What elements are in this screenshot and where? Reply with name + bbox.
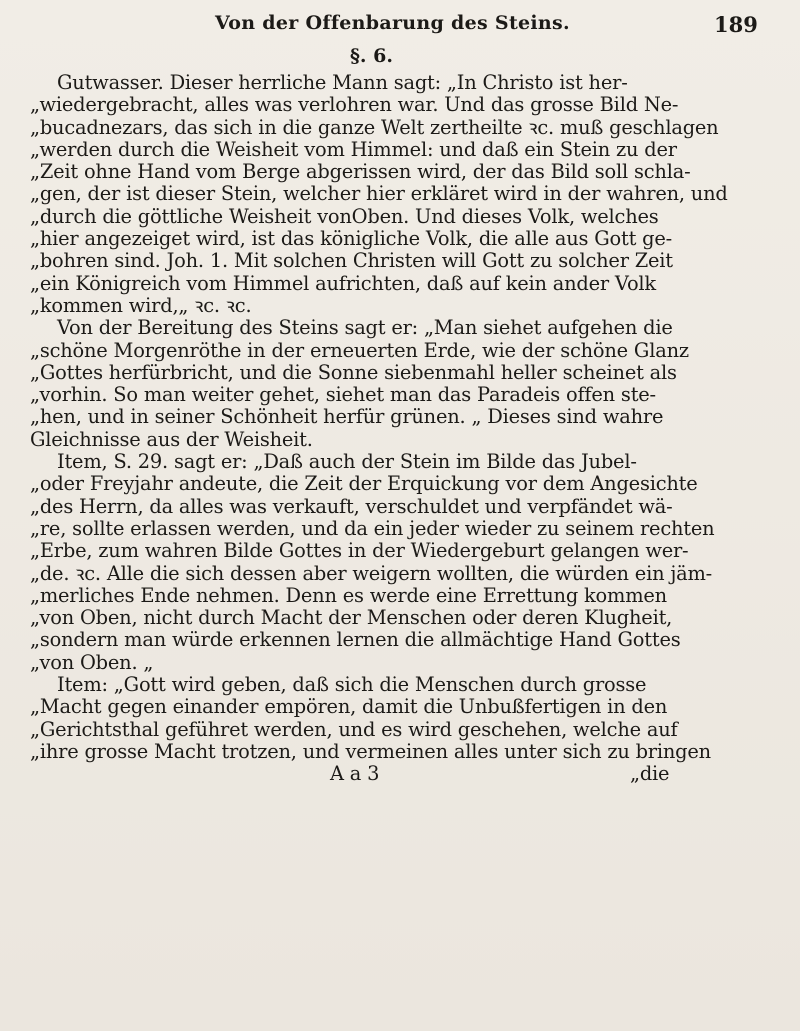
body-text xyxy=(30,72,790,786)
text-line: „durch die göttliche Weisheit vonOben. Und dieses Volk, welches xyxy=(30,204,659,228)
page-number: 189 xyxy=(714,12,758,37)
text-line: „vorhin. So man weiter gehet, siehet man das Paradeis offen ste- xyxy=(30,383,656,407)
text-line: „hen, und in seiner Schönheit herfür grünen. „ Dieses sind wahre xyxy=(30,405,664,429)
text-line: „Erbe, zum wahren Bilde Gottes in der Wiedergeburt gelangen wer- xyxy=(30,539,689,563)
text-line: „gen, der ist dieser Stein, welcher hier erkläret wird in der wahren, und xyxy=(30,182,728,206)
text-line: „kommen wird,„ ꝛc. ꝛc. xyxy=(30,293,252,317)
text-line: „werden durch die Weisheit vom Himmel: und daß ein Stein zu der xyxy=(30,137,677,161)
text-line: „oder Freyjahr andeute, die Zeit der Erquickung vor dem Angesichte xyxy=(30,472,698,496)
text-line: „bucadnezars, das sich in die ganze Welt zertheilte ꝛc. muß geschlagen xyxy=(30,115,719,139)
text-line: „Macht gegen einander empören, damit die Unbußfertigen in den xyxy=(30,695,668,719)
section-heading: §. 6. xyxy=(350,45,394,67)
page-header xyxy=(0,10,800,40)
running-title: Von der Offenbarung des Steins. xyxy=(215,12,570,34)
text-line: Item: „Gott wird geben, daß sich die Menschen durch grosse xyxy=(57,673,647,697)
text-line: „wiedergebracht, alles was verlohren war. Und das grosse Bild Ne- xyxy=(30,93,679,117)
text-line: Item, S. 29. sagt er: „Daß auch der Stein im Bilde das Jubel- xyxy=(57,450,637,474)
text-line: „re, sollte erlassen werden, und da ein jeder wieder zu seinem rechten xyxy=(30,516,715,540)
footer-line xyxy=(30,763,790,785)
text-line: Von der Bereitung des Steins sagt er: „Man siehet aufgehen die xyxy=(57,316,673,340)
text-line: „von Oben. „ xyxy=(30,650,154,674)
text-line: „ein Königreich vom Himmel aufrichten, daß auf kein ander Volk xyxy=(30,271,656,295)
text-line: „des Herrn, da alles was verkauft, verschuldet und verpfändet wä- xyxy=(30,494,673,518)
text-line: „Zeit ohne Hand vom Berge abgerissen wird, der das Bild soll schla- xyxy=(30,160,691,184)
signature-mark: A a 3 xyxy=(330,762,380,786)
catchword: „die xyxy=(630,762,670,786)
text-line: „Gottes herfürbricht, und die Sonne siebenmahl heller scheinet als xyxy=(30,360,677,384)
text-line: „sondern man würde erkennen lernen die allmächtige Hand Gottes xyxy=(30,628,681,652)
text-line: Gutwasser. Dieser herrliche Mann sagt: „In Christo ist her- xyxy=(57,71,628,94)
text-line: „merliches Ende nehmen. Denn es werde eine Errettung kommen xyxy=(30,583,667,607)
text-line: „bohren sind. Joh. 1. Mit solchen Christen will Gott zu solcher Zeit xyxy=(30,249,673,273)
text-line: „de. ꝛc. Alle die sich dessen aber weigern wollten, die würden ein jäm- xyxy=(30,561,713,585)
text-line: „hier angezeiget wird, ist das königliche Volk, die alle aus Gott ge- xyxy=(30,227,672,251)
text-line: „ihre grosse Macht trotzen, und vermeinen alles unter sich zu bringen xyxy=(30,739,711,763)
text-line: „von Oben, nicht durch Macht der Menschen oder deren Klugheit, xyxy=(30,606,673,630)
text-line: „schöne Morgenröthe in der erneuerten Erde, wie der schöne Glanz xyxy=(30,338,689,362)
text-line: Gleichnisse aus der Weisheit. xyxy=(30,427,313,451)
text-line: „Gerichtsthal geführet werden, und es wird geschehen, welche auf xyxy=(30,717,678,741)
